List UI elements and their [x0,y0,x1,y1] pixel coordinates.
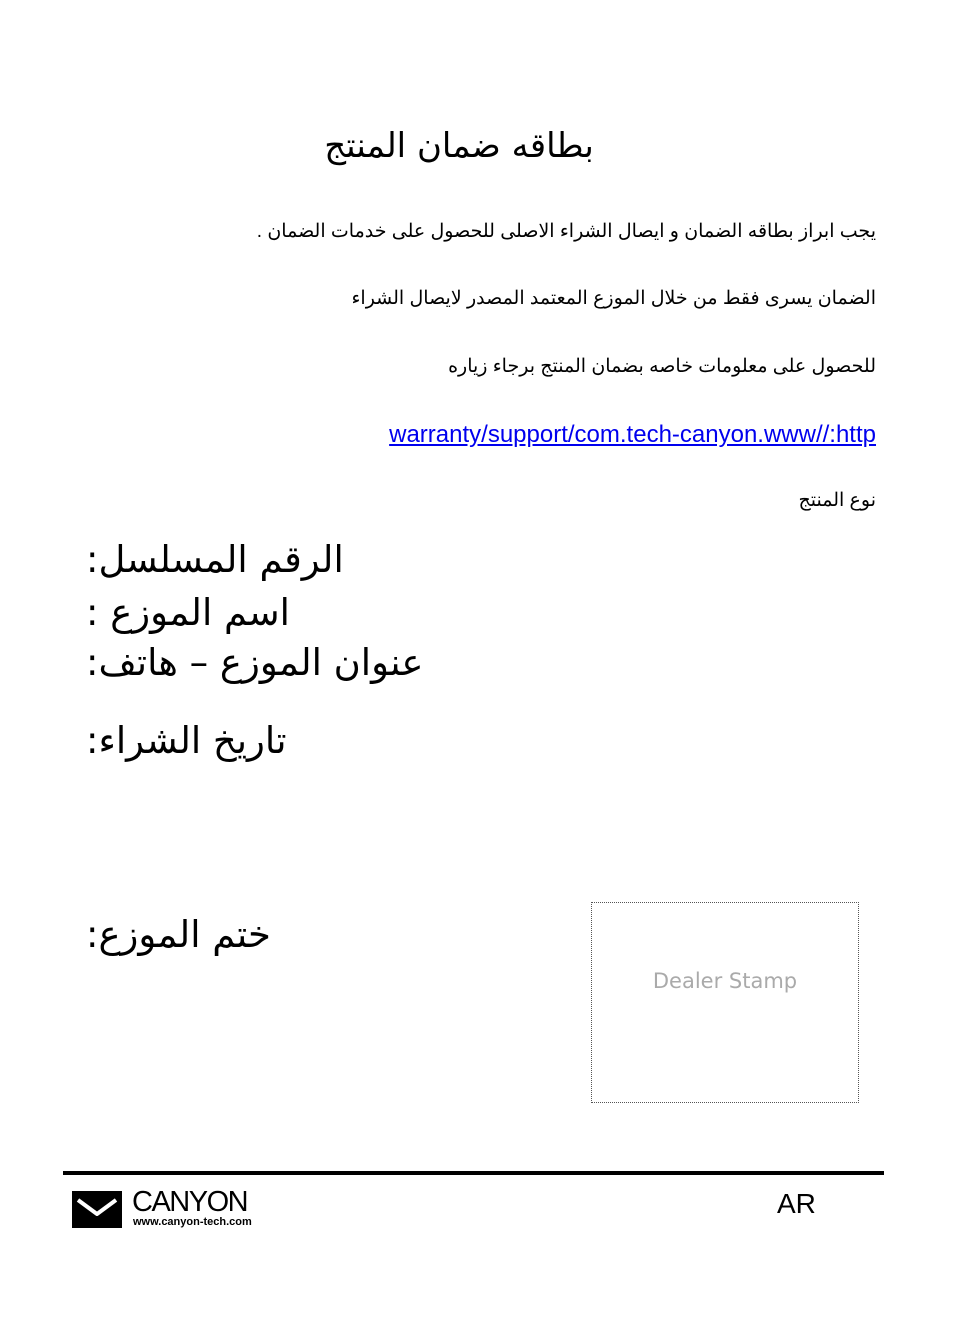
footer-divider [63,1171,884,1175]
warranty-info-text: للحصول على معلومات خاصه بضمان المنتج برجاء زياره [448,356,876,377]
dealer-stamp-field-label: ختم الموزع: [86,913,271,956]
dealer-name-field-label: اسم الموزع : [86,591,290,634]
dealer-stamp-box-label: Dealer Stamp [652,969,798,993]
dealer-address-field-label: عنوان الموزع – هاتف: [86,641,424,684]
dealer-stamp-box [591,902,859,1103]
envelope-logo-icon [72,1191,122,1228]
serial-number-field-label: الرقم المسلسل: [86,538,344,581]
language-code: AR [777,1188,816,1219]
product-type-label: نوع المنتج [798,490,876,511]
page-title: بطاقه ضمان المنتج [324,126,594,166]
brand-logo-text: CANYON [132,1186,248,1218]
warranty-support-link[interactable]: warranty/support/com.tech-canyon.www//:http [389,421,876,448]
warranty-requirement-text: يجب ابراز بطاقه الضمان و ايصال الشراء الاصلى للحصول على خدمات الضمان . [256,221,876,242]
warranty-validity-text: الضمان يسرى فقط من خلال الموزع المعتمد المصدر لايصال الشراء [351,288,876,309]
brand-website: www.canyon-tech.com [133,1216,252,1228]
purchase-date-field-label: تاريخ الشراء: [86,719,287,762]
